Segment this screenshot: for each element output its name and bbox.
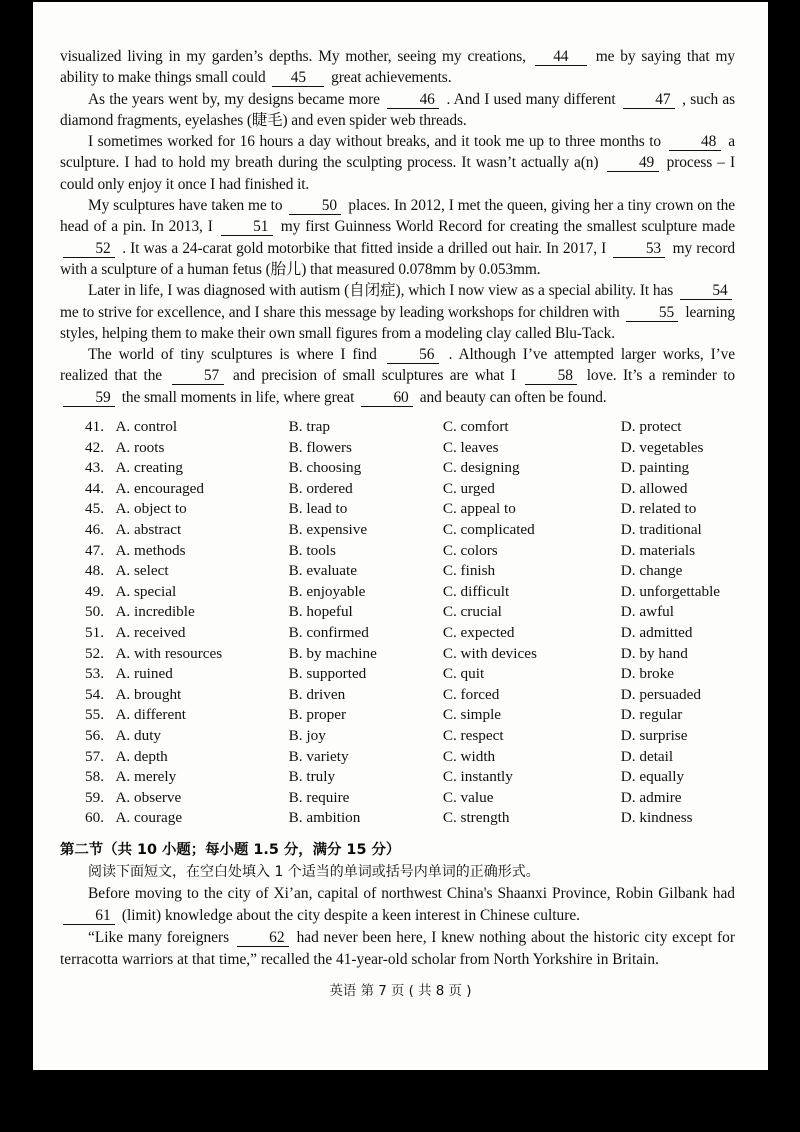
option-choice-a[interactable]: A. special <box>115 582 177 600</box>
option-choice-c[interactable]: C. instantly <box>442 768 513 786</box>
option-row <box>60 602 735 623</box>
option-row <box>60 458 735 479</box>
option-choice-a[interactable]: A. with resources <box>115 644 223 662</box>
cloze-blank-55[interactable]: 55 <box>626 304 678 322</box>
option-choice-a[interactable]: A. courage <box>115 809 183 827</box>
option-choice-b[interactable]: B. flowers <box>288 438 352 456</box>
option-choice-d[interactable]: D. materials <box>620 541 696 559</box>
option-number: 50. <box>85 603 104 621</box>
cloze-blank-53[interactable]: 53 <box>613 240 665 258</box>
option-row <box>60 479 735 500</box>
cloze-blank-49[interactable]: 49 <box>607 154 659 172</box>
option-choice-c[interactable]: C. value <box>442 788 494 806</box>
cloze-passage <box>60 46 735 408</box>
option-choice-c[interactable]: C. forced <box>442 685 500 703</box>
passage-paragraph: My sculptures have taken me to 50 places. In 2012, I met the queen, giving her a tiny crown on the head of a pin. In 2013, I 51 my first Guinness World Record for creating the smallest sculpture made 52 . It was a 24-carat gold motorbike that fitted inside a drilled out hair. In 2017, I 53 my record with a sculpture of a human fetus (胎儿) that measured 0.078mm by 0.053mm. <box>60 197 735 278</box>
option-choice-c[interactable]: C. quit <box>442 665 485 683</box>
option-choice-b[interactable]: B. truly <box>288 768 336 786</box>
section-two-instruction: 阅读下面短文，在空白处填入 1 个适当的单词或括号内单词的正确形式。 <box>88 863 540 880</box>
option-number: 58. <box>85 768 104 786</box>
option-number: 43. <box>85 459 104 477</box>
cloze-blank-45[interactable]: 45 <box>272 69 324 87</box>
cloze-blank-51[interactable]: 51 <box>221 218 273 236</box>
option-number: 41. <box>85 418 104 436</box>
option-choice-b[interactable]: B. by machine <box>288 644 377 662</box>
option-row <box>60 520 735 541</box>
option-choice-a[interactable]: A. select <box>115 562 169 580</box>
option-row <box>60 582 735 603</box>
option-choice-c[interactable]: C. crucial <box>442 603 502 621</box>
option-choice-d[interactable]: D. equally <box>620 768 685 786</box>
option-choice-c[interactable]: C. with devices <box>442 644 537 662</box>
option-row <box>60 664 735 685</box>
option-choice-a[interactable]: A. duty <box>115 726 162 744</box>
option-choice-a[interactable]: A. observe <box>115 788 182 806</box>
option-choice-b[interactable]: B. ambition <box>288 809 361 827</box>
option-row <box>60 705 735 726</box>
option-choice-b[interactable]: B. hopeful <box>288 603 353 621</box>
option-number: 53. <box>85 665 104 683</box>
passage-paragraph: As the years went by, my designs became more 46 . And I used many different 47 , such as diamond fragments, eyelashes (睫毛) and even spider web threads. <box>60 90 735 129</box>
option-choice-d[interactable]: D. traditional <box>620 521 702 539</box>
option-choice-d[interactable]: D. admire <box>620 788 682 806</box>
option-choice-d[interactable]: D. painting <box>620 459 690 477</box>
option-choice-c[interactable]: C. urged <box>442 479 495 497</box>
option-row <box>60 438 735 459</box>
option-choice-d[interactable]: D. by hand <box>620 644 688 662</box>
option-choice-d[interactable]: D. related to <box>620 500 697 518</box>
option-choice-c[interactable]: C. expected <box>442 623 515 641</box>
option-choice-b[interactable]: B. joy <box>288 726 326 744</box>
option-number: 52. <box>85 644 104 662</box>
cloze-blank-46[interactable]: 46 <box>387 91 439 109</box>
option-number: 48. <box>85 562 104 580</box>
option-choice-d[interactable]: D. surprise <box>620 726 688 744</box>
option-number: 54. <box>85 685 104 703</box>
option-choice-a[interactable]: A. different <box>115 706 187 724</box>
option-choice-d[interactable]: D. admitted <box>620 623 693 641</box>
option-choice-c[interactable]: C. simple <box>442 706 502 724</box>
page-content <box>60 46 735 971</box>
option-choice-b[interactable]: B. choosing <box>288 459 362 477</box>
option-choice-a[interactable]: A. encouraged <box>115 479 205 497</box>
cloze-blank-48[interactable]: 48 <box>669 133 721 151</box>
option-choice-c[interactable]: C. appeal to <box>442 500 516 518</box>
option-choice-c[interactable]: C. leaves <box>442 438 499 456</box>
option-choice-d[interactable]: D. protect <box>620 418 682 436</box>
option-choice-b[interactable]: B. enjoyable <box>288 582 366 600</box>
scanned-page <box>33 2 768 1070</box>
option-choice-b[interactable]: B. trap <box>288 418 330 436</box>
option-choice-a[interactable]: A. control <box>115 418 178 436</box>
passage-paragraph: I sometimes worked for 16 hours a day without breaks, and it took me up to three months to 48 a sculpture. I had to hold my breath during the sculpting process. It wasn’t actually a(n) 49 process – I could only enjoy it once I had finished it. <box>60 133 736 193</box>
option-choice-c[interactable]: C. respect <box>442 726 504 744</box>
passage-paragraph: “Like many foreigners 62 had never been here, I knew nothing about the historic city except for terracotta warriors at that time,” recalled the 41-year-old scholar from North Yorkshire in Britain. <box>60 928 735 968</box>
option-choice-a[interactable]: A. received <box>115 623 186 641</box>
option-number: 47. <box>85 541 104 559</box>
option-number: 57. <box>85 747 104 765</box>
cloze-blank-50[interactable]: 50 <box>289 197 341 215</box>
option-choice-a[interactable]: A. roots <box>115 438 165 456</box>
option-row <box>60 726 735 747</box>
option-choice-c[interactable]: C. colors <box>442 541 498 559</box>
cloze-blank-57[interactable]: 57 <box>172 367 224 385</box>
option-choice-d[interactable]: D. allowed <box>620 479 688 497</box>
option-choice-c[interactable]: C. width <box>442 747 496 765</box>
passage-paragraph: Later in life, I was diagnosed with autism (自闭症), which I now view as a special ability. It has 54 me to strive for excellence, and I share this message by leading workshops for children with 55 learning styles, helping them to make their own small figures from a modeling clay called Blu-Tack. <box>60 282 735 342</box>
cloze-blank-52[interactable]: 52 <box>63 240 115 258</box>
option-choice-d[interactable]: D. persuaded <box>620 685 701 703</box>
option-choice-a[interactable]: A. incredible <box>115 603 195 621</box>
option-choice-b[interactable]: B. proper <box>288 706 347 724</box>
cloze-blank-60[interactable]: 60 <box>361 389 413 407</box>
page-footer <box>33 980 768 999</box>
cloze-blank-59[interactable]: 59 <box>63 389 115 407</box>
cloze-blank-56[interactable]: 56 <box>387 346 439 364</box>
option-choice-c[interactable]: C. strength <box>442 809 510 827</box>
footer-text: 英语 第 7 页 ( 共 8 页 ) <box>329 984 472 999</box>
option-choice-b[interactable]: B. lead to <box>288 500 348 518</box>
option-row <box>60 644 735 665</box>
cloze-blank-47[interactable]: 47 <box>623 91 675 109</box>
option-choice-a[interactable]: A. creating <box>115 459 183 477</box>
option-number: 44. <box>85 479 104 497</box>
option-number: 45. <box>85 500 104 518</box>
option-choice-a[interactable]: A. ruined <box>115 665 173 683</box>
cloze-blank-62[interactable]: 62 <box>237 929 289 947</box>
option-choice-c[interactable]: C. comfort <box>442 418 509 436</box>
option-choice-c[interactable]: C. difficult <box>442 582 510 600</box>
option-choice-d[interactable]: D. vegetables <box>620 438 704 456</box>
option-row <box>60 747 735 768</box>
option-number: 51. <box>85 623 104 641</box>
option-choice-d[interactable]: D. regular <box>620 706 683 724</box>
option-number: 55. <box>85 706 104 724</box>
option-choice-d[interactable]: D. kindness <box>620 809 693 827</box>
option-choice-a[interactable]: A. depth <box>115 747 168 765</box>
cloze-blank-44[interactable]: 44 <box>535 48 587 66</box>
option-choice-b[interactable]: B. require <box>288 788 350 806</box>
passage-paragraph: visualized living in my garden’s depths. My mother, seeing my creations, 44 me by saying that my ability to make things small could 45 great achievements. <box>60 48 735 87</box>
option-choice-d[interactable]: D. broke <box>620 665 674 683</box>
option-number: 49. <box>85 582 104 600</box>
option-number: 60. <box>85 809 104 827</box>
option-row <box>60 788 735 809</box>
option-choice-a[interactable]: A. abstract <box>115 521 182 539</box>
option-row <box>60 499 735 520</box>
option-choice-b[interactable]: B. supported <box>288 665 367 683</box>
option-choice-b[interactable]: B. confirmed <box>288 623 369 641</box>
options-grid <box>60 417 735 829</box>
passage-paragraph: The world of tiny sculptures is where I find 56 . Although I’ve attempted larger works, I’ve realized that the 57 and precision of small sculptures are what I 58 love. It’s a reminder to 59 the small moments in life, where great 60 and beauty can often be found. <box>60 346 735 406</box>
option-number: 56. <box>85 726 104 744</box>
option-number: 59. <box>85 788 104 806</box>
cloze-blank-58[interactable]: 58 <box>525 367 577 385</box>
option-choice-b[interactable]: B. expensive <box>288 521 368 539</box>
option-choice-a[interactable]: A. object to <box>115 500 187 518</box>
option-choice-b[interactable]: B. tools <box>288 541 336 559</box>
section-two-passage <box>60 883 735 971</box>
option-choice-d[interactable]: D. awful <box>620 603 674 621</box>
option-choice-b[interactable]: B. ordered <box>288 479 353 497</box>
option-choice-c[interactable]: C. complicated <box>442 521 535 539</box>
option-row <box>60 417 735 438</box>
option-choice-d[interactable]: D. detail <box>620 747 674 765</box>
option-choice-a[interactable]: A. brought <box>115 685 182 703</box>
option-row <box>60 808 735 829</box>
option-choice-b[interactable]: B. variety <box>288 747 349 765</box>
option-row <box>60 767 735 788</box>
option-choice-a[interactable]: A. methods <box>115 541 186 559</box>
option-choice-a[interactable]: A. merely <box>115 768 177 786</box>
section-two-heading: 第二节（共 10 小题；每小题 1.5 分，满分 15 分） <box>60 841 401 858</box>
option-choice-d[interactable]: D. change <box>620 562 683 580</box>
option-row <box>60 541 735 562</box>
option-choice-b[interactable]: B. evaluate <box>288 562 357 580</box>
option-row <box>60 685 735 706</box>
option-choice-b[interactable]: B. driven <box>288 685 346 703</box>
passage-paragraph: Before moving to the city of Xi’an, capital of northwest China's Shaanxi Province, Robin Gilbank had 61 (limit) knowledge about the city despite a keen interest in Chinese culture. <box>60 883 735 927</box>
cloze-blank-61[interactable]: 61 <box>63 907 115 925</box>
option-row <box>60 623 735 644</box>
option-row <box>60 561 735 582</box>
option-number: 42. <box>85 438 104 456</box>
option-number: 46. <box>85 521 104 539</box>
option-choice-c[interactable]: C. finish <box>442 562 496 580</box>
option-choice-c[interactable]: C. designing <box>442 459 520 477</box>
cloze-blank-54[interactable]: 54 <box>680 282 732 300</box>
option-choice-d[interactable]: D. unforgettable <box>620 582 721 600</box>
